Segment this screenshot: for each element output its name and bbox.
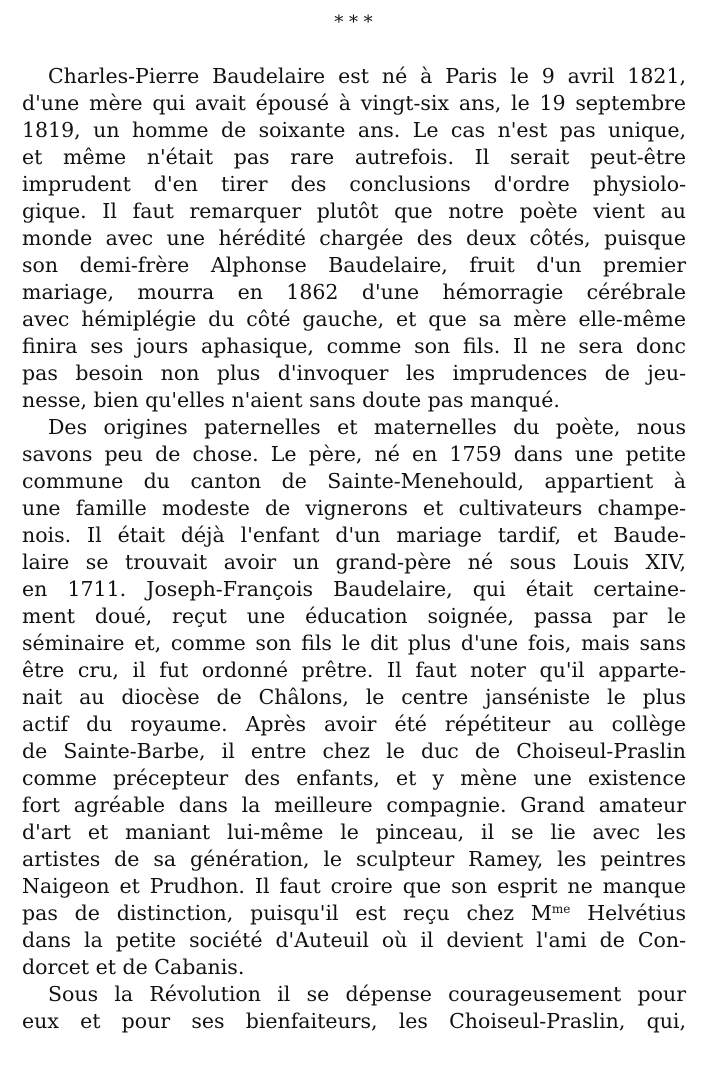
text-line: comme précepteur des enfants, et y mène une existence <box>22 766 686 790</box>
text-line: Sous la Révolution il se dépense courageusement pour <box>48 982 686 1006</box>
body-text <box>22 63 686 1035</box>
text-line: nois. Il était déjà l'enfant d'un mariage tardif, et Baude- <box>22 523 686 547</box>
text-line: laire se trouvait avoir un grand-père né sous Louis XIV, <box>22 550 686 574</box>
text-line: Naigeon et Prudhon. Il faut croire que son esprit ne manque <box>22 874 686 898</box>
text-line: nait au diocèse de Châlons, le centre janséniste le plus <box>22 685 686 709</box>
text-line-with-superscript <box>22 900 686 927</box>
text-line: finira ses jours aphasique, comme son fils. Il ne sera donc <box>22 334 686 358</box>
superscript-me: me <box>551 902 571 916</box>
text-line: de Sainte-Barbe, il entre chez le duc de Choiseul-Praslin <box>22 739 686 763</box>
text-line: monde avec une hérédité chargée des deux côtés, puisque <box>22 226 686 250</box>
text-line: avec hémiplégie du côté gauche, et que sa mère elle-même <box>22 307 686 331</box>
text-line: d'art et maniant lui-même le pinceau, il se lie avec les <box>22 820 686 844</box>
section-ornament: * * * <box>334 12 374 33</box>
text-line: une famille modeste de vignerons et cultivateurs champe- <box>22 496 686 520</box>
text-line: commune du canton de Sainte-Menehould, appartient à <box>22 469 686 493</box>
text-line: dans la petite société d'Auteuil où il devient l'ami de Con- <box>22 928 686 952</box>
text-line: savons peu de chose. Le père, né en 1759 dans une petite <box>22 442 686 466</box>
text-fragment: pas de distinction, puisqu'il est reçu chez M <box>22 901 552 925</box>
text-line: 1819, un homme de soixante ans. Le cas n'est pas unique, <box>22 118 686 142</box>
text-line: en 1711. Joseph-François Baudelaire, qui était certaine- <box>22 577 686 601</box>
text-line: nesse, bien qu'elles n'aient sans doute pas manqué. <box>22 388 560 412</box>
text-line: Charles-Pierre Baudelaire est né à Paris le 9 avril 1821, <box>48 64 686 88</box>
text-line: ment doué, reçut une éducation soignée, passa par le <box>22 604 686 628</box>
text-line: d'une mère qui avait épousé à vingt-six ans, le 19 septembre <box>22 91 686 115</box>
text-line: imprudent d'en tirer des conclusions d'ordre physiolo- <box>22 172 686 196</box>
text-line: artistes de sa génération, le sculpteur Ramey, les peintres <box>22 847 686 871</box>
text-line: eux et pour ses bienfaiteurs, les Choiseul-Praslin, qui, <box>22 1009 686 1033</box>
text-fragment: Helvétius <box>570 901 686 925</box>
text-line: son demi-frère Alphonse Baudelaire, fruit d'un premier <box>22 253 686 277</box>
text-line: mariage, mourra en 1862 d'une hémorragie cérébrale <box>22 280 686 304</box>
text-line: Des origines paternelles et maternelles du poète, nous <box>48 415 686 439</box>
text-line: et même n'était pas rare autrefois. Il serait peut-être <box>22 145 686 169</box>
text-line: séminaire et, comme son fils le dit plus d'une fois, mais sans <box>22 631 686 655</box>
book-page <box>22 0 686 1080</box>
text-line: pas besoin non plus d'invoquer les imprudences de jeu- <box>22 361 686 385</box>
text-line: actif du royaume. Après avoir été répétiteur au collège <box>22 712 686 736</box>
text-line: être cru, il fut ordonné prêtre. Il faut noter qu'il apparte- <box>22 658 686 682</box>
text-line: dorcet et de Cabanis. <box>22 955 245 979</box>
text-line: gique. Il faut remarquer plutôt que notre poète vient au <box>22 199 686 223</box>
text-line: fort agréable dans la meilleure compagnie. Grand amateur <box>22 793 686 817</box>
